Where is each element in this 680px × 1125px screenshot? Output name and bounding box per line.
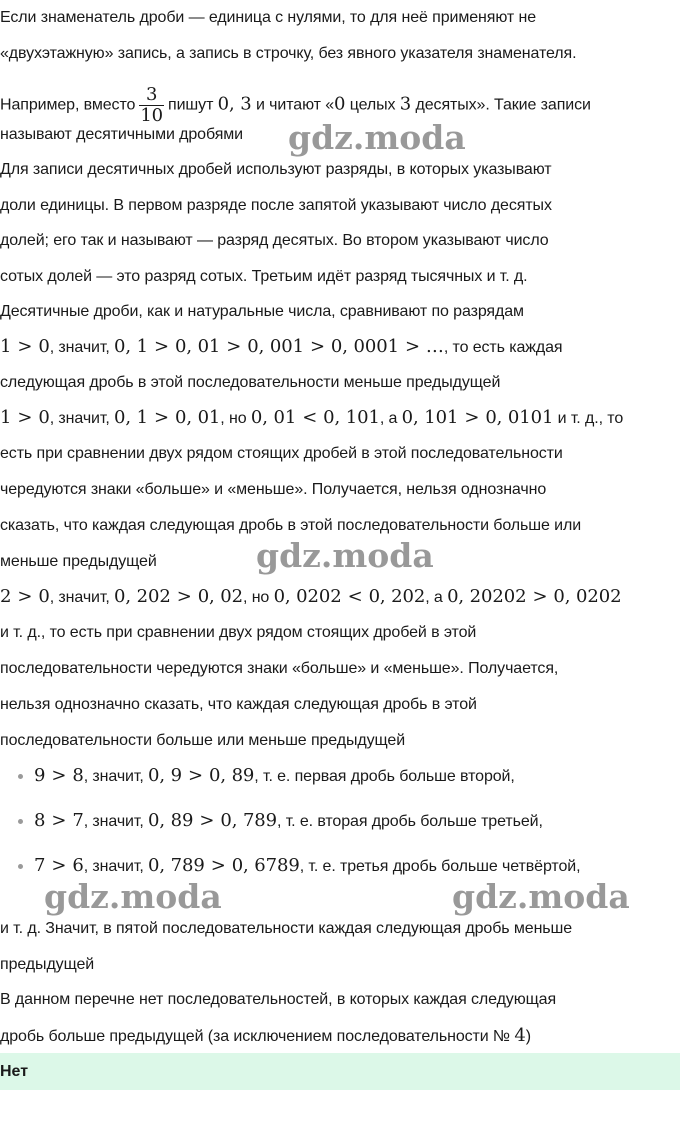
math-line: 2 > 0, значит, 0, 202 > 0, 02, но 0, 0202 < 0, 202, а 0, 20202 > 0, 0202 <box>0 586 622 607</box>
text-line: последовательности больше или меньше предыдущей <box>0 732 406 749</box>
text-line: меньше предыдущей <box>0 553 157 570</box>
text-line: и т. д. Значит, в пятой последовательности каждая следующая дробь меньше <box>0 920 573 937</box>
text-line: сотых долей — это разряд сотых. Третьим идёт разряд тысячных и т. д. <box>0 268 528 285</box>
text-line: В данном перечне нет последовательностей, в которых каждая следующая <box>0 991 557 1008</box>
text-line: Десятичные дроби, как и натуральные числа, сравнивают по разрядам <box>0 303 524 320</box>
math-line: 1 > 0, значит, 0, 1 > 0, 01 > 0, 001 > 0, 0001 > …, то есть каждая <box>0 336 563 357</box>
text-line: предыдущей <box>0 956 95 973</box>
watermark-logo: gdz.moda <box>256 536 434 575</box>
text-line-fraction: Например, вместо $\frac{3}{10}$ пишут 0, 3 и читают «0 целых 3 десятых». Такие записи <box>0 84 591 126</box>
text-line: «двухэтажную» запись, а запись в строчку, без явного указателя знаменателя. <box>0 45 577 62</box>
text-line: нельзя однозначно сказать, что каждая следующая дробь в этой <box>0 696 477 713</box>
list-item: 9 > 8, значит, 0, 9 > 0, 89, т. е. первая дробь больше второй, <box>34 765 515 786</box>
fraction: $\frac{3}{10}$ <box>140 84 164 126</box>
text-line: доли единицы. В первом разряде после запятой указывают число десятых <box>0 197 552 214</box>
watermark-logo: gdz.moda <box>288 118 466 157</box>
watermark-logo: gdz.moda <box>452 877 630 916</box>
text-line: называют десятичными дробями <box>0 126 243 143</box>
text-line: дробь больше предыдущей (за исключением последовательности № 4) <box>0 1025 531 1046</box>
answer-text: Нет <box>0 1063 29 1080</box>
bullet-dot <box>18 819 23 824</box>
text-line: сказать, что каждая следующая дробь в этой последовательности больше или <box>0 517 582 534</box>
text-line: и т. д., то есть при сравнении двух рядом стоящих дробей в этой <box>0 624 477 641</box>
text-line: Для записи десятичных дробей используют разряды, в которых указывают <box>0 161 552 178</box>
text-line: чередуются знаки «больше» и «меньше». Получается, нельзя однозначно <box>0 481 547 498</box>
watermark-logo: gdz.moda <box>44 877 222 916</box>
answer-box <box>0 1053 680 1090</box>
text-line: долей; его так и называют — разряд десятых. Во втором указывают число <box>0 232 549 249</box>
text-line: следующая дробь в этой последовательности меньше предыдущей <box>0 374 501 391</box>
bullet-dot <box>18 864 23 869</box>
text-line: Если знаменатель дроби — единица с нулями, то для неё применяют не <box>0 9 536 26</box>
list-item: 8 > 7, значит, 0, 89 > 0, 789, т. е. вторая дробь больше третьей, <box>34 810 543 831</box>
math-line: 1 > 0, значит, 0, 1 > 0, 01, но 0, 01 < 0, 101, а 0, 101 > 0, 0101 и т. д., то <box>0 407 624 428</box>
list-item: 7 > 6, значит, 0, 789 > 0, 6789, т. е. третья дробь больше четвёртой, <box>34 855 581 876</box>
bullet-dot <box>18 774 23 779</box>
text-line: есть при сравнении двух рядом стоящих дробей в этой последовательности <box>0 445 563 462</box>
text-line: последовательности чередуются знаки «больше» и «меньше». Получается, <box>0 660 559 677</box>
